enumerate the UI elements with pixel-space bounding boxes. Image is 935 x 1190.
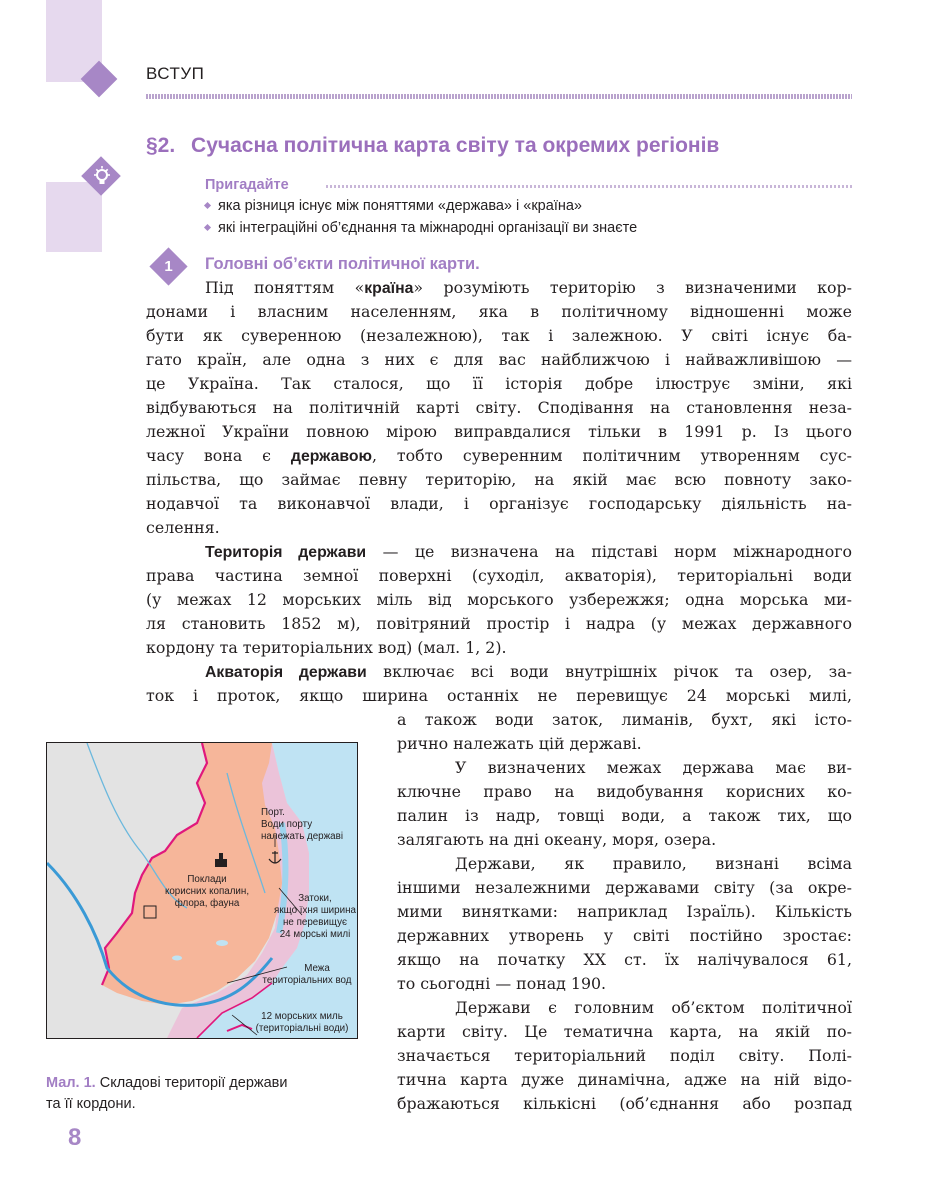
body-line: пільства, що займає певну територію, на якій має всю повноту зако- (146, 470, 852, 489)
body-line: селення. (146, 518, 220, 537)
body-line: У визначених межах держава має ви- (455, 758, 852, 777)
body-line: Територія держави — це визначена на підставі норм міжнародного (205, 542, 852, 561)
recall-item: які інтеграційні об’єднання та міжнародні організації ви знаєте (205, 220, 637, 236)
subsection-number: 1 (164, 258, 173, 275)
side-decor-rect (46, 182, 102, 252)
svg-text:якщо їхня ширина: якщо їхня ширина (274, 905, 356, 916)
svg-text:належать державі: належать державі (261, 831, 344, 842)
body-line: часу вона є державою, тобто суверенним політичним утворенням сус- (146, 446, 852, 465)
body-line: нодавчої та виконавчої влади, і організує господарську діяльність на- (146, 494, 852, 513)
territory-map (46, 742, 358, 1039)
body-line: кордону та територіальних вод) (мал. 1, 2). (146, 638, 507, 657)
term-state: державою (290, 448, 372, 465)
body-line: іншими незалежними державами світу (за окре- (397, 878, 852, 897)
figure-label: Мал. 1. (46, 1075, 96, 1091)
term-territory: Територія держави (205, 544, 367, 561)
body-line: а також води заток, лиманів, бухт, які істо- (397, 710, 852, 729)
svg-text:не перевищує: не перевищує (283, 917, 347, 928)
body-line: рично належать цій державі. (397, 734, 642, 753)
svg-text:корисних копалин,: корисних копалин, (164, 886, 250, 897)
map-label-miles: 12 морських миль (261, 1011, 343, 1022)
map-label-bays: Затоки, (298, 893, 332, 904)
map-label-resources: Поклади (187, 874, 227, 885)
body-line: ля становить 1852 м), повітряний простір і надра (у межах державного (146, 614, 852, 633)
body-line: залягають на дні океану, моря, озера. (397, 830, 717, 849)
section-title (146, 134, 719, 158)
map-label-border: Межа (304, 963, 330, 974)
body-line: Акваторія держави включає всі води внутрішніх річок та озер, за- (205, 662, 853, 681)
recall-dotted-rule (326, 185, 852, 188)
body-line: державних утворень у світі постійно зростає: (397, 926, 852, 945)
subsection-title: Головні об’єкти політичної карти. (205, 255, 480, 273)
running-head: ВСТУП (146, 64, 205, 83)
svg-text:(територіальні води): (територіальні води) (255, 1023, 349, 1034)
body-line: це Україна. Так сталося, що її історія добре ілюструє зміни, які (146, 374, 852, 393)
figure-caption: Мал. 1. Складові території держави та її кордони. (46, 1075, 288, 1112)
header-dotted-rule (146, 94, 852, 99)
diamond-bullet-icon (204, 202, 211, 209)
body-line: палин із надр, товщі води, а також тих, що (397, 806, 852, 825)
body-line: Держави, як правило, визнані всіма (455, 854, 852, 873)
term-country: країна (364, 280, 414, 297)
body-line: відбуваються на політичній карті світу. Сподівання на становлення неза- (146, 398, 852, 417)
body-line: донами і власним населенням, яка в політичному відношенні може (146, 302, 852, 321)
body-line: ключне право на видобування корисних ко- (397, 782, 852, 801)
svg-text:флора, фауна: флора, фауна (174, 898, 240, 909)
body-line: гато країн, але одна з них є для вас найближчою і найважливішою — (146, 350, 852, 369)
body-line: лежної України повною мірою виправдалися тільки в 1991 р. Із цього (146, 422, 852, 441)
section-number: §2. (146, 134, 176, 157)
body-line: мими винятками: наприклад Ізраїль). Кількість (397, 902, 852, 921)
body-line: то сьогодні — понад 190. (397, 974, 607, 993)
section-title-text: Сучасна політична карта світу та окремих регіонів (191, 134, 720, 157)
body-line: якщо на початку XX ст. їх налічувалося 61, (397, 950, 852, 969)
svg-text:24 морські милі: 24 морські милі (279, 929, 351, 940)
map-label-port: Порт. (261, 807, 285, 818)
svg-text:Води порту: Води порту (261, 819, 313, 830)
recall-item: яка різниця існує між поняттями «держава» і «країна» (205, 198, 582, 214)
page-number: 8 (68, 1124, 82, 1151)
body-line: значається територіальний поділ світу. Полі- (397, 1046, 852, 1065)
body-line: Під поняттям «країна» розуміють територію з визначеними кор- (205, 278, 853, 297)
term-aquatory: Акваторія держави (205, 664, 367, 681)
body-line: бути як суверенною (незалежною), так і залежною. У світі існує ба- (146, 326, 852, 345)
svg-text:територіальних вод: територіальних вод (262, 975, 352, 986)
diamond-bullet-icon (204, 224, 211, 231)
body-line: тична карта дуже динамічна, адже на ній відо- (397, 1070, 852, 1089)
lightbulb-icon (88, 163, 116, 191)
body-line: Держави є головним об’єктом політичної (455, 998, 852, 1017)
body-line: бражаються кількісні (об’єднання або розпад (397, 1094, 852, 1113)
body-line: права частина земної поверхні (суходіл, акваторія), територіальні води (146, 566, 852, 585)
body-line: ток і проток, якщо ширина останніх не перевищує 24 морські милі, (146, 686, 852, 705)
body-line: (у межах 12 морських міль від морського узбережжя; одна морська ми- (146, 590, 852, 609)
body-line: карти світу. Це тематична карта, на якій по- (397, 1022, 852, 1041)
recall-label: Пригадайте (205, 177, 289, 193)
